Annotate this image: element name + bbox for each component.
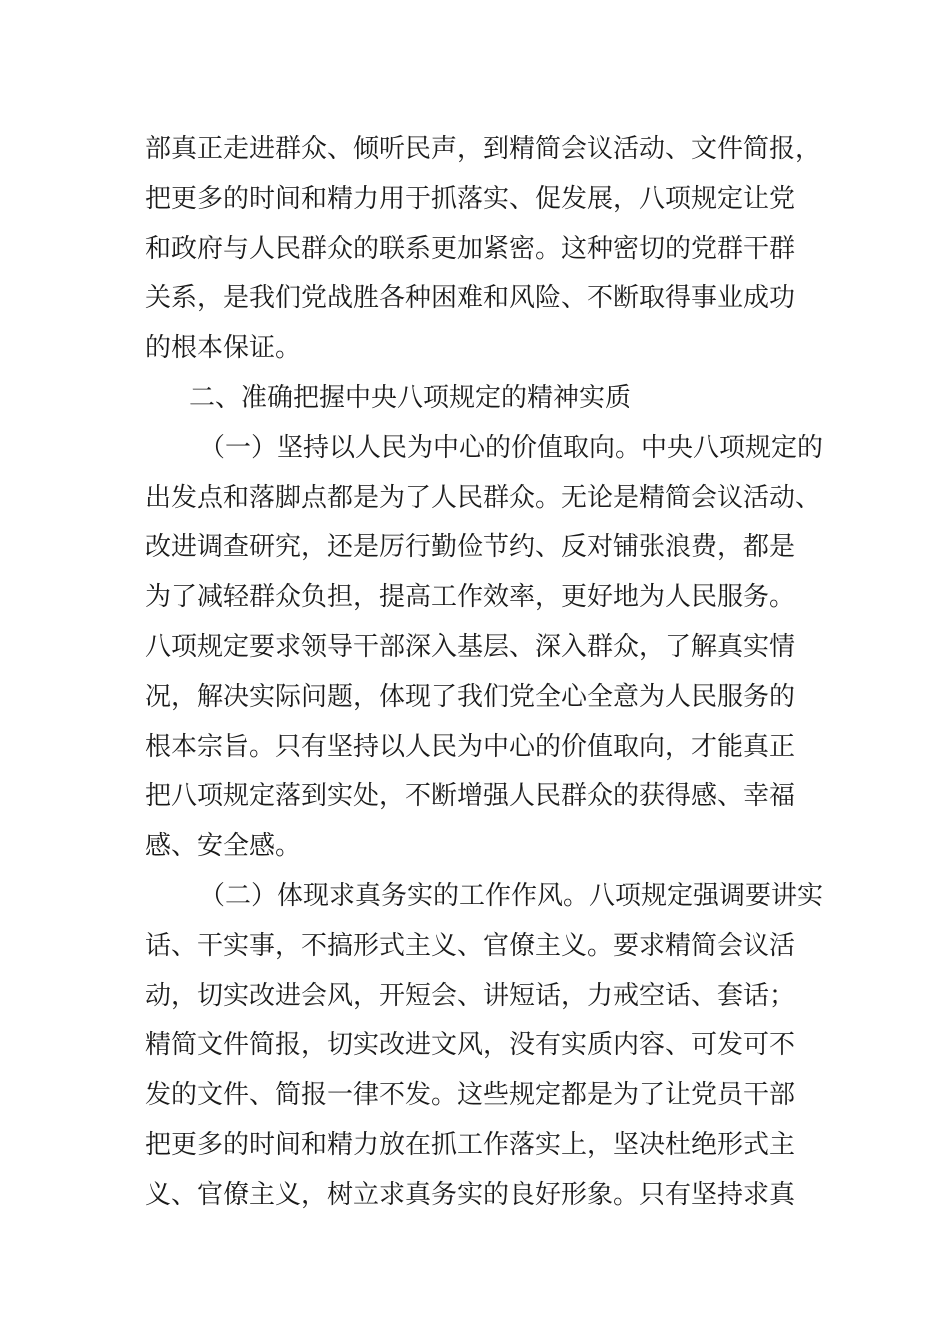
text-line-11: 八项规定要求领导干部深入基层、深入群众，了解真实情 bbox=[145, 631, 796, 662]
subsection-1-first-line: （一）坚持以人民为中心的价值取向。中央八项规定的 bbox=[199, 432, 824, 463]
text-line-22: 义、官僚主义，树立求真务实的良好形象。只有坚持求真 bbox=[145, 1179, 796, 1210]
text-line-1: 部真正走进群众、倾听民声，到精简会议活动、文件简报， bbox=[145, 134, 822, 164]
text-line-18: 动，切实改进会风，开短会、讲短话，力戒空话、套话； bbox=[145, 980, 796, 1011]
text-line-20: 发的文件、简报一律不发。这些规定都是为了让党员干部 bbox=[145, 1080, 796, 1111]
text-line-8: 出发点和落脚点都是为了人民群众。无论是精简会议活动、 bbox=[145, 482, 822, 513]
text-line-14: 把八项规定落到实处，不断增强人民群众的获得感、幸福 bbox=[145, 781, 796, 812]
text-line-17: 话、干实事，不搞形式主义、官僚主义。要求精简会议活 bbox=[145, 930, 796, 961]
section-heading: 二、准确把握中央八项规定的精神实质 bbox=[189, 382, 632, 413]
text-line-19: 精简文件简报，切实改进文风，没有实质内容、可发可不 bbox=[145, 1030, 796, 1061]
text-line-3: 和政府与人民群众的联系更加紧密。这种密切的党群干群 bbox=[145, 233, 796, 264]
document-body bbox=[145, 125, 824, 1221]
subsection-2-first-line: （二）体现求真务实的工作作风。八项规定强调要讲实 bbox=[199, 880, 824, 911]
text-line-13: 根本宗旨。只有坚持以人民为中心的价值取向，才能真正 bbox=[145, 731, 796, 762]
text-line-4: 关系，是我们党战胜各种困难和风险、不断取得事业成功 bbox=[145, 283, 796, 314]
text-line-10: 为了减轻群众负担，提高工作效率，更好地为人民服务。 bbox=[145, 582, 796, 613]
text-line-21: 把更多的时间和精力放在抓工作落实上，坚决杜绝形式主 bbox=[145, 1129, 796, 1160]
text-line-12: 况，解决实际问题，体现了我们党全心全意为人民服务的 bbox=[145, 681, 796, 712]
text-line-5: 的根本保证。 bbox=[145, 333, 302, 364]
text-line-15: 感、安全感。 bbox=[145, 831, 302, 862]
text-line-2: 把更多的时间和精力用于抓落实、促发展，八项规定让党 bbox=[145, 183, 796, 214]
text-line-9: 改进调查研究，还是厉行勤俭节约、反对铺张浪费，都是 bbox=[145, 532, 796, 563]
